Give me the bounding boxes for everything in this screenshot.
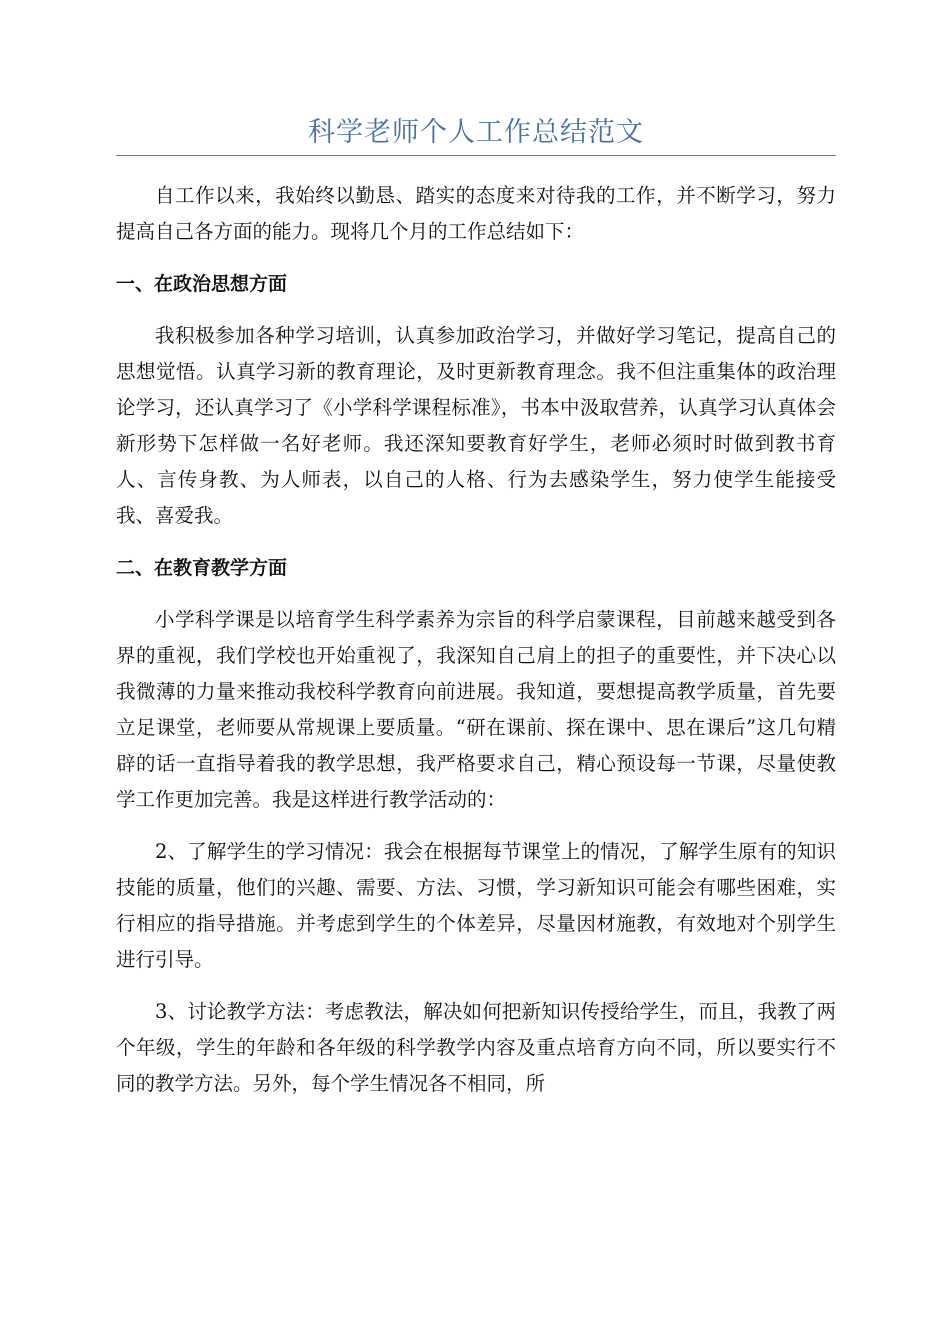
intro-paragraph: 自工作以来，我始终以勤恳、踏实的态度来对待我的工作，并不断学习，努力提高自己各方面的能力。现将几个月的工作总结如下： <box>116 184 836 243</box>
section-heading-teaching: 二、在教育教学方面 <box>116 557 288 579</box>
section-body-politics: 我积极参加各种学习培训，认真参加政治学习，并做好学习笔记，提高自己的思想觉悟。认真学习新的教育理论，及时更新教育理念。我不但注重集体的政治理论学习，还认真学习了《小学科学课程标准》，书本中汲取营养，认真学习认真体会新形势下怎样做一名好老师。我还深知要教育好学生，老师必须时时做到教书育人、言传身教、为人师表，以自己的人格、行为去感染学生，努力使学生能接受我、喜爱我。 <box>116 324 836 527</box>
document-title: 科学老师个人工作总结范文 <box>116 110 836 156</box>
section-heading-politics: 一、在政治思想方面 <box>116 273 288 295</box>
list-item-2: 2、了解学生的学习情况：我会在根据每节课堂上的情况，了解学生原有的知识技能的质量，他们的兴趣、需要、方法、习惯，学习新知识可能会有哪些困难，实行相应的指导措施。并考虑到学生的个体差异，尽量因材施教，有效地对个别学生进行引导。 <box>116 840 836 971</box>
document-page <box>116 110 836 1102</box>
list-item-3: 3、讨论教学方法：考虑教法，解决如何把新知识传授给学生，而且，我教了两个年级，学生的年龄和各年级的科学教学内容及重点培育方向不同，所以要实行不同的教学方法。另外，每个学生情况各不相同，所 <box>116 1000 836 1095</box>
section-body-teaching: 小学科学课是以培育学生科学素养为宗旨的科学启蒙课程，目前越来越受到各界的重视，我们学校也开始重视了，我深知自己肩上的担子的重要性，并下决心以我微薄的力量来推动我校科学教育向前进展。我知道，要想提高教学质量，首先要立足课堂，老师要从常规课上要质量。“研在课前、探在课中、思在课后”这几句精辟的话一直指导着我的教学思想，我严格要求自己，精心预设每一节课，尽量使教学工作更加完善。我是这样进行教学活动的： <box>116 608 836 811</box>
